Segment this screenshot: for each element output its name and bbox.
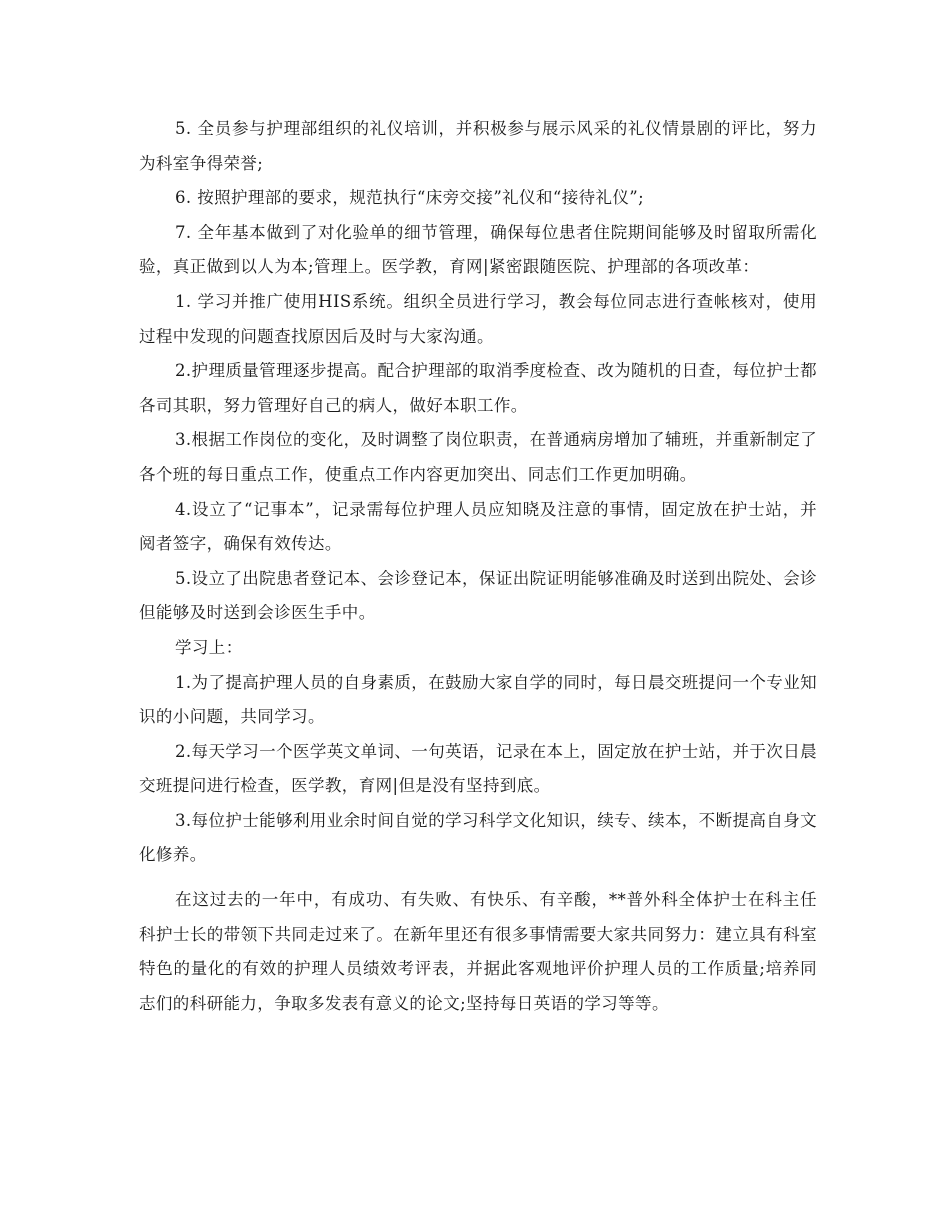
section-heading-study: 学习上：: [175, 637, 243, 657]
paragraph-item-6-bedside-handover: 6. 按照护理部的要求，规范执行“床旁交接”礼仪和“接待礼仪”;: [175, 188, 645, 208]
paragraph-study-3-self-study: 3.每位护士能够利用业余时间自觉的学习科学文化知识，续专、续本，不断提高自身文化修养。: [139, 810, 817, 865]
paragraph-conclusion: 在这过去的一年中，有成功、有失败、有快乐、有辛酸，**普外科全体护士在科主任科护士长的带领下共同走过来了。在新年里还有很多事情需要大家共同努力：建立具有科室特色的量化的有效的护理人员绩效考评表，并据此客观地评价护理人员的工作质量;培养同志们的科研能力，争取多发表有意义的论文;坚持每日英语的学习等等。: [139, 890, 817, 1013]
paragraph-management-2-quality: 2.护理质量管理逐步提高。配合护理部的取消季度检查、改为随机的日查，每位护士都各司其职，努力管理好自己的病人，做好本职工作。: [139, 361, 817, 415]
paragraph-study-1-daily-question: 1.为了提高护理人员的自身素质，在鼓励大家自学的同时，每日晨交班提问一个专业知识的小问题，共同学习。: [139, 672, 817, 727]
paragraph-management-5-registers: 5.设立了出院患者登记本、会诊登记本，保证出院证明能够准确及时送到出院处、会诊但能够及时送到会诊医生手中。: [139, 568, 817, 623]
paragraph-item-7-lab-management: 7. 全年基本做到了对化验单的细节管理，确保每位患者住院期间能够及时留取所需化验，真正做到以人为本;管理上。医学教，育网|紧密跟随医院、护理部的各项改革：: [139, 222, 817, 277]
paragraph-management-3-duties: 3.根据工作岗位的变化，及时调整了岗位职责，在普通病房增加了辅班，并重新制定了各个班的每日重点工作，使重点工作内容更加突出、同志们工作更加明确。: [139, 430, 817, 484]
paragraph-management-4-notebook: 4.设立了“记事本”，记录需每位护理人员应知晓及注意的事情，固定放在护士站，并阅者签字，确保有效传达。: [139, 499, 817, 554]
document-body: [139, 112, 817, 1021]
paragraph-item-5-etiquette-training: 5. 全员参与护理部组织的礼仪培训，并积极参与展示风采的礼仪情景剧的评比，努力为科室争得荣誉;: [139, 119, 817, 173]
paragraph-study-2-english: 2.每天学习一个医学英文单词、一句英语，记录在本上，固定放在护士站，并于次日晨交班提问进行检查，医学教，育网|但是没有坚持到底。: [139, 741, 817, 796]
paragraph-management-1-his-system: 1. 学习并推广使用HIS系统。组织全员进行学习，教会每位同志进行查帐核对，使用过程中发现的问题查找原因后及时与大家沟通。: [139, 291, 817, 346]
